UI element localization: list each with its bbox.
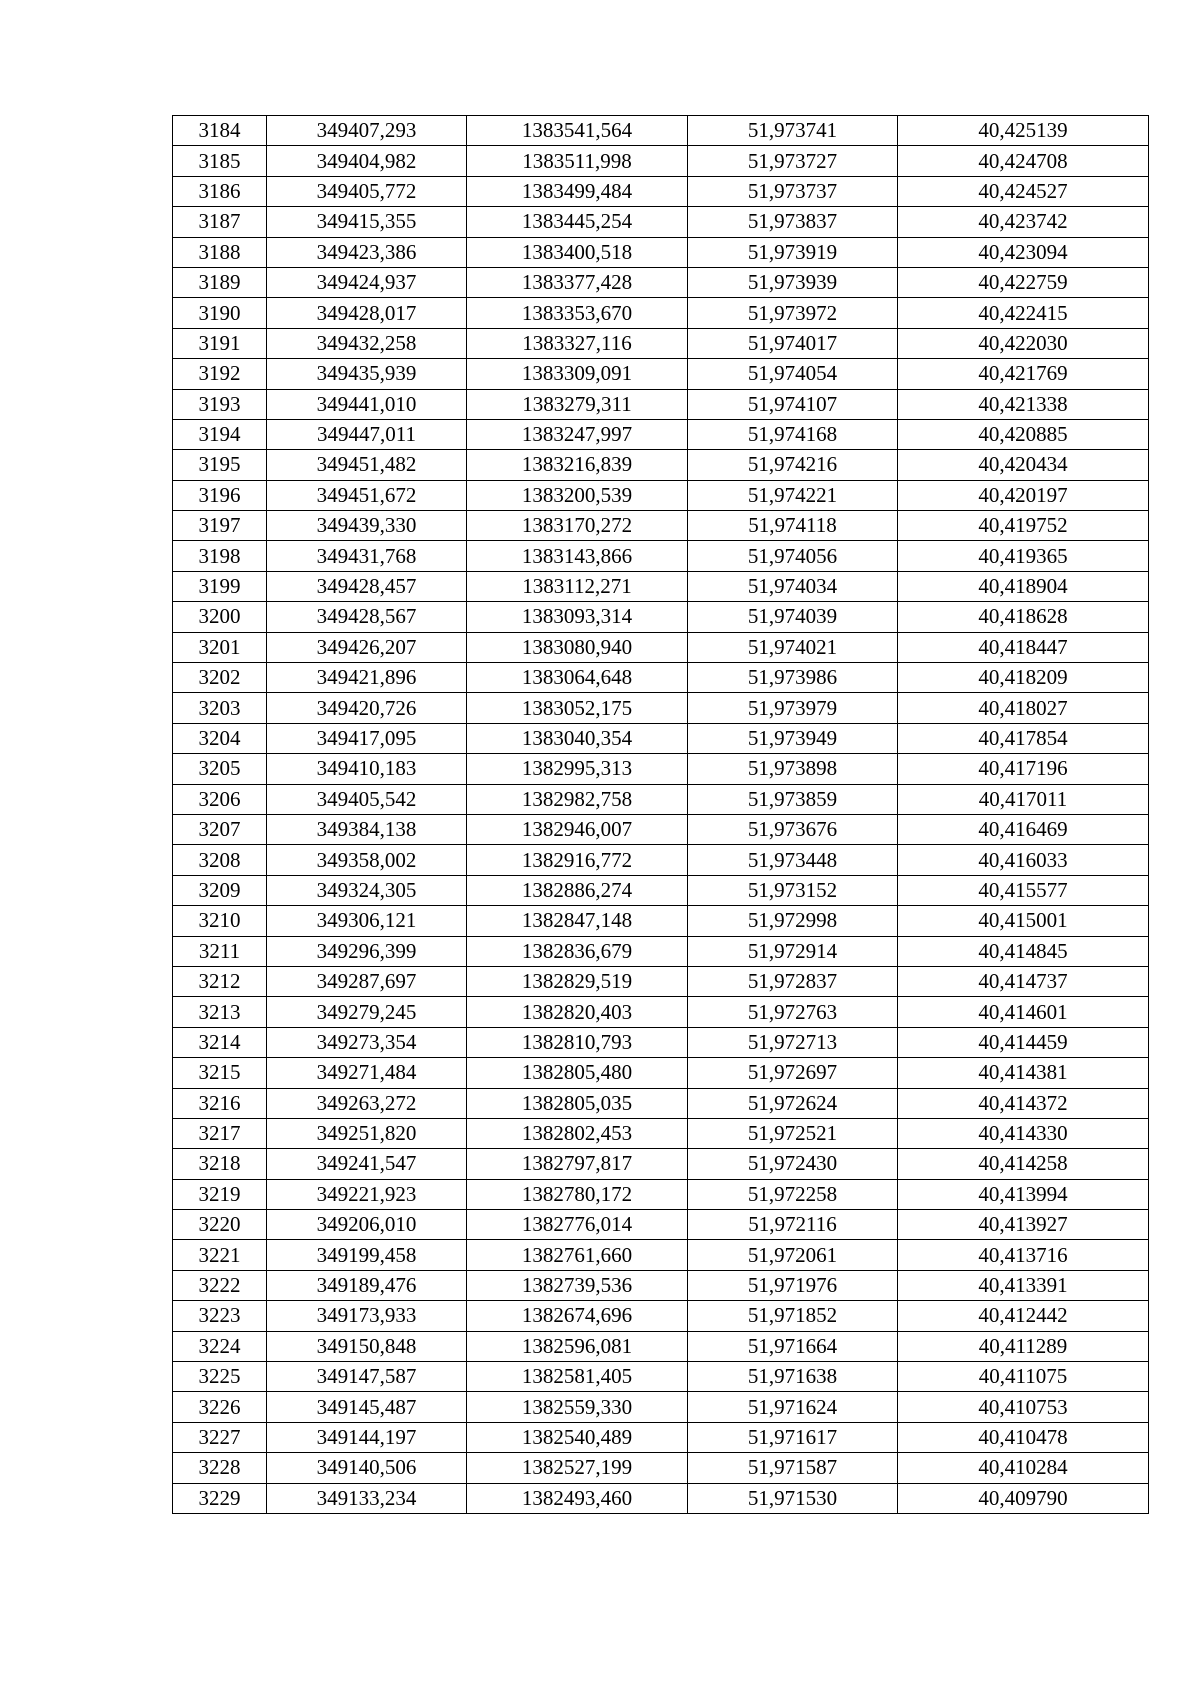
latitude-cell: 51,972837 [688, 966, 898, 996]
table-row [173, 1240, 1149, 1270]
y-coordinate-cell: 1382540,489 [467, 1422, 688, 1452]
x-coordinate-cell: 349407,293 [267, 116, 467, 146]
x-coordinate-cell: 349415,355 [267, 207, 467, 237]
y-coordinate-cell: 1383541,564 [467, 116, 688, 146]
longitude-cell: 40,413716 [898, 1240, 1149, 1270]
table-row [173, 541, 1149, 571]
latitude-cell: 51,973837 [688, 207, 898, 237]
table-row [173, 875, 1149, 905]
longitude-cell: 40,418209 [898, 663, 1149, 693]
latitude-cell: 51,974054 [688, 359, 898, 389]
table-row [173, 207, 1149, 237]
x-coordinate-cell: 349428,567 [267, 602, 467, 632]
x-coordinate-cell: 349271,484 [267, 1058, 467, 1088]
y-coordinate-cell: 1382581,405 [467, 1362, 688, 1392]
longitude-cell: 40,421338 [898, 389, 1149, 419]
longitude-cell: 40,414381 [898, 1058, 1149, 1088]
point-number-cell: 3192 [173, 359, 267, 389]
latitude-cell: 51,973727 [688, 146, 898, 176]
latitude-cell: 51,973939 [688, 267, 898, 297]
longitude-cell: 40,413391 [898, 1270, 1149, 1300]
latitude-cell: 51,972430 [688, 1149, 898, 1179]
point-number-cell: 3189 [173, 267, 267, 297]
latitude-cell: 51,971530 [688, 1483, 898, 1513]
x-coordinate-cell: 349424,937 [267, 267, 467, 297]
point-number-cell: 3204 [173, 723, 267, 753]
longitude-cell: 40,422415 [898, 298, 1149, 328]
longitude-cell: 40,424708 [898, 146, 1149, 176]
latitude-cell: 51,974107 [688, 389, 898, 419]
table-row [173, 602, 1149, 632]
y-coordinate-cell: 1383279,311 [467, 389, 688, 419]
point-number-cell: 3207 [173, 814, 267, 844]
x-coordinate-cell: 349279,245 [267, 997, 467, 1027]
longitude-cell: 40,414459 [898, 1027, 1149, 1057]
point-number-cell: 3209 [173, 875, 267, 905]
table-row [173, 1422, 1149, 1452]
table-row [173, 511, 1149, 541]
point-number-cell: 3217 [173, 1118, 267, 1148]
x-coordinate-cell: 349451,482 [267, 450, 467, 480]
y-coordinate-cell: 1383112,271 [467, 571, 688, 601]
x-coordinate-cell: 349428,017 [267, 298, 467, 328]
x-coordinate-cell: 349451,672 [267, 480, 467, 510]
point-number-cell: 3205 [173, 754, 267, 784]
point-number-cell: 3218 [173, 1149, 267, 1179]
table-row [173, 267, 1149, 297]
longitude-cell: 40,421769 [898, 359, 1149, 389]
latitude-cell: 51,974017 [688, 328, 898, 358]
table-row [173, 1118, 1149, 1148]
table-row [173, 906, 1149, 936]
y-coordinate-cell: 1382527,199 [467, 1453, 688, 1483]
table-row [173, 116, 1149, 146]
longitude-cell: 40,423742 [898, 207, 1149, 237]
table-row [173, 571, 1149, 601]
point-number-cell: 3221 [173, 1240, 267, 1270]
table-row [173, 997, 1149, 1027]
y-coordinate-cell: 1382596,081 [467, 1331, 688, 1361]
point-number-cell: 3191 [173, 328, 267, 358]
longitude-cell: 40,410478 [898, 1422, 1149, 1452]
y-coordinate-cell: 1382797,817 [467, 1149, 688, 1179]
y-coordinate-cell: 1383093,314 [467, 602, 688, 632]
table-row [173, 1301, 1149, 1331]
coordinates-table [172, 115, 1149, 1514]
point-number-cell: 3197 [173, 511, 267, 541]
point-number-cell: 3190 [173, 298, 267, 328]
y-coordinate-cell: 1383377,428 [467, 267, 688, 297]
table-row [173, 1210, 1149, 1240]
x-coordinate-cell: 349296,399 [267, 936, 467, 966]
point-number-cell: 3198 [173, 541, 267, 571]
y-coordinate-cell: 1382810,793 [467, 1027, 688, 1057]
y-coordinate-cell: 1382559,330 [467, 1392, 688, 1422]
table-row [173, 966, 1149, 996]
longitude-cell: 40,414737 [898, 966, 1149, 996]
latitude-cell: 51,972713 [688, 1027, 898, 1057]
point-number-cell: 3195 [173, 450, 267, 480]
point-number-cell: 3186 [173, 176, 267, 206]
point-number-cell: 3201 [173, 632, 267, 662]
longitude-cell: 40,418027 [898, 693, 1149, 723]
table-row [173, 298, 1149, 328]
point-number-cell: 3213 [173, 997, 267, 1027]
point-number-cell: 3202 [173, 663, 267, 693]
x-coordinate-cell: 349420,726 [267, 693, 467, 723]
longitude-cell: 40,415577 [898, 875, 1149, 905]
longitude-cell: 40,410284 [898, 1453, 1149, 1483]
x-coordinate-cell: 349133,234 [267, 1483, 467, 1513]
longitude-cell: 40,418904 [898, 571, 1149, 601]
table-row [173, 663, 1149, 693]
x-coordinate-cell: 349435,939 [267, 359, 467, 389]
latitude-cell: 51,972061 [688, 1240, 898, 1270]
y-coordinate-cell: 1382847,148 [467, 906, 688, 936]
latitude-cell: 51,973448 [688, 845, 898, 875]
x-coordinate-cell: 349145,487 [267, 1392, 467, 1422]
y-coordinate-cell: 1382995,313 [467, 754, 688, 784]
longitude-cell: 40,414372 [898, 1088, 1149, 1118]
y-coordinate-cell: 1382802,453 [467, 1118, 688, 1148]
latitude-cell: 51,971638 [688, 1362, 898, 1392]
longitude-cell: 40,420885 [898, 419, 1149, 449]
latitude-cell: 51,973972 [688, 298, 898, 328]
x-coordinate-cell: 349287,697 [267, 966, 467, 996]
latitude-cell: 51,972998 [688, 906, 898, 936]
table-row [173, 814, 1149, 844]
y-coordinate-cell: 1382820,403 [467, 997, 688, 1027]
y-coordinate-cell: 1382916,772 [467, 845, 688, 875]
longitude-cell: 40,416033 [898, 845, 1149, 875]
table-row [173, 693, 1149, 723]
y-coordinate-cell: 1382805,035 [467, 1088, 688, 1118]
table-row [173, 146, 1149, 176]
point-number-cell: 3215 [173, 1058, 267, 1088]
table-row [173, 1331, 1149, 1361]
longitude-cell: 40,420434 [898, 450, 1149, 480]
point-number-cell: 3227 [173, 1422, 267, 1452]
longitude-cell: 40,425139 [898, 116, 1149, 146]
x-coordinate-cell: 349263,272 [267, 1088, 467, 1118]
latitude-cell: 51,974039 [688, 602, 898, 632]
latitude-cell: 51,972521 [688, 1118, 898, 1148]
x-coordinate-cell: 349324,305 [267, 875, 467, 905]
latitude-cell: 51,971976 [688, 1270, 898, 1300]
x-coordinate-cell: 349358,002 [267, 845, 467, 875]
y-coordinate-cell: 1383400,518 [467, 237, 688, 267]
latitude-cell: 51,972697 [688, 1058, 898, 1088]
latitude-cell: 51,972116 [688, 1210, 898, 1240]
x-coordinate-cell: 349417,095 [267, 723, 467, 753]
longitude-cell: 40,411289 [898, 1331, 1149, 1361]
x-coordinate-cell: 349189,476 [267, 1270, 467, 1300]
point-number-cell: 3220 [173, 1210, 267, 1240]
latitude-cell: 51,974216 [688, 450, 898, 480]
latitude-cell: 51,973919 [688, 237, 898, 267]
x-coordinate-cell: 349147,587 [267, 1362, 467, 1392]
latitude-cell: 51,971852 [688, 1301, 898, 1331]
coordinates-table-body [173, 116, 1149, 1514]
point-number-cell: 3225 [173, 1362, 267, 1392]
latitude-cell: 51,974118 [688, 511, 898, 541]
latitude-cell: 51,973859 [688, 784, 898, 814]
y-coordinate-cell: 1382780,172 [467, 1179, 688, 1209]
point-number-cell: 3185 [173, 146, 267, 176]
longitude-cell: 40,413994 [898, 1179, 1149, 1209]
point-number-cell: 3211 [173, 936, 267, 966]
x-coordinate-cell: 349384,138 [267, 814, 467, 844]
point-number-cell: 3214 [173, 1027, 267, 1057]
table-row [173, 632, 1149, 662]
x-coordinate-cell: 349251,820 [267, 1118, 467, 1148]
table-row [173, 328, 1149, 358]
y-coordinate-cell: 1383353,670 [467, 298, 688, 328]
point-number-cell: 3188 [173, 237, 267, 267]
x-coordinate-cell: 349206,010 [267, 1210, 467, 1240]
longitude-cell: 40,417854 [898, 723, 1149, 753]
longitude-cell: 40,418628 [898, 602, 1149, 632]
y-coordinate-cell: 1383080,940 [467, 632, 688, 662]
latitude-cell: 51,973986 [688, 663, 898, 693]
latitude-cell: 51,974168 [688, 419, 898, 449]
table-row [173, 419, 1149, 449]
latitude-cell: 51,973949 [688, 723, 898, 753]
longitude-cell: 40,419365 [898, 541, 1149, 571]
y-coordinate-cell: 1382776,014 [467, 1210, 688, 1240]
y-coordinate-cell: 1383445,254 [467, 207, 688, 237]
point-number-cell: 3184 [173, 116, 267, 146]
x-coordinate-cell: 349441,010 [267, 389, 467, 419]
y-coordinate-cell: 1383499,484 [467, 176, 688, 206]
longitude-cell: 40,410753 [898, 1392, 1149, 1422]
y-coordinate-cell: 1383170,272 [467, 511, 688, 541]
point-number-cell: 3187 [173, 207, 267, 237]
longitude-cell: 40,419752 [898, 511, 1149, 541]
longitude-cell: 40,417196 [898, 754, 1149, 784]
table-row [173, 1058, 1149, 1088]
point-number-cell: 3212 [173, 966, 267, 996]
point-number-cell: 3210 [173, 906, 267, 936]
table-row [173, 845, 1149, 875]
latitude-cell: 51,971587 [688, 1453, 898, 1483]
point-number-cell: 3222 [173, 1270, 267, 1300]
latitude-cell: 51,972624 [688, 1088, 898, 1118]
y-coordinate-cell: 1382761,660 [467, 1240, 688, 1270]
table-row [173, 1179, 1149, 1209]
longitude-cell: 40,417011 [898, 784, 1149, 814]
latitude-cell: 51,972763 [688, 997, 898, 1027]
x-coordinate-cell: 349241,547 [267, 1149, 467, 1179]
x-coordinate-cell: 349439,330 [267, 511, 467, 541]
y-coordinate-cell: 1382739,536 [467, 1270, 688, 1300]
x-coordinate-cell: 349428,457 [267, 571, 467, 601]
latitude-cell: 51,974221 [688, 480, 898, 510]
point-number-cell: 3228 [173, 1453, 267, 1483]
longitude-cell: 40,414330 [898, 1118, 1149, 1148]
x-coordinate-cell: 349140,506 [267, 1453, 467, 1483]
y-coordinate-cell: 1383327,116 [467, 328, 688, 358]
longitude-cell: 40,416469 [898, 814, 1149, 844]
point-number-cell: 3193 [173, 389, 267, 419]
x-coordinate-cell: 349199,458 [267, 1240, 467, 1270]
y-coordinate-cell: 1383143,866 [467, 541, 688, 571]
y-coordinate-cell: 1383216,839 [467, 450, 688, 480]
point-number-cell: 3200 [173, 602, 267, 632]
x-coordinate-cell: 349405,542 [267, 784, 467, 814]
point-number-cell: 3206 [173, 784, 267, 814]
point-number-cell: 3219 [173, 1179, 267, 1209]
latitude-cell: 51,974021 [688, 632, 898, 662]
y-coordinate-cell: 1382982,758 [467, 784, 688, 814]
longitude-cell: 40,422030 [898, 328, 1149, 358]
longitude-cell: 40,414258 [898, 1149, 1149, 1179]
y-coordinate-cell: 1382674,696 [467, 1301, 688, 1331]
point-number-cell: 3224 [173, 1331, 267, 1361]
table-row [173, 1027, 1149, 1057]
longitude-cell: 40,420197 [898, 480, 1149, 510]
longitude-cell: 40,411075 [898, 1362, 1149, 1392]
point-number-cell: 3194 [173, 419, 267, 449]
table-row [173, 1483, 1149, 1513]
y-coordinate-cell: 1383200,539 [467, 480, 688, 510]
point-number-cell: 3216 [173, 1088, 267, 1118]
point-number-cell: 3203 [173, 693, 267, 723]
point-number-cell: 3199 [173, 571, 267, 601]
y-coordinate-cell: 1383309,091 [467, 359, 688, 389]
point-number-cell: 3229 [173, 1483, 267, 1513]
y-coordinate-cell: 1382493,460 [467, 1483, 688, 1513]
longitude-cell: 40,409790 [898, 1483, 1149, 1513]
x-coordinate-cell: 349306,121 [267, 906, 467, 936]
x-coordinate-cell: 349221,923 [267, 1179, 467, 1209]
y-coordinate-cell: 1383247,997 [467, 419, 688, 449]
latitude-cell: 51,971617 [688, 1422, 898, 1452]
table-row [173, 754, 1149, 784]
x-coordinate-cell: 349150,848 [267, 1331, 467, 1361]
x-coordinate-cell: 349423,386 [267, 237, 467, 267]
y-coordinate-cell: 1383052,175 [467, 693, 688, 723]
latitude-cell: 51,971624 [688, 1392, 898, 1422]
table-row [173, 359, 1149, 389]
x-coordinate-cell: 349404,982 [267, 146, 467, 176]
longitude-cell: 40,415001 [898, 906, 1149, 936]
table-row [173, 176, 1149, 206]
x-coordinate-cell: 349432,258 [267, 328, 467, 358]
longitude-cell: 40,414845 [898, 936, 1149, 966]
point-number-cell: 3208 [173, 845, 267, 875]
y-coordinate-cell: 1382946,007 [467, 814, 688, 844]
y-coordinate-cell: 1382829,519 [467, 966, 688, 996]
x-coordinate-cell: 349405,772 [267, 176, 467, 206]
table-row [173, 1270, 1149, 1300]
y-coordinate-cell: 1383040,354 [467, 723, 688, 753]
latitude-cell: 51,973676 [688, 814, 898, 844]
latitude-cell: 51,973737 [688, 176, 898, 206]
y-coordinate-cell: 1382886,274 [467, 875, 688, 905]
x-coordinate-cell: 349431,768 [267, 541, 467, 571]
x-coordinate-cell: 349410,183 [267, 754, 467, 784]
longitude-cell: 40,413927 [898, 1210, 1149, 1240]
latitude-cell: 51,973898 [688, 754, 898, 784]
table-row [173, 480, 1149, 510]
x-coordinate-cell: 349447,011 [267, 419, 467, 449]
x-coordinate-cell: 349173,933 [267, 1301, 467, 1331]
longitude-cell: 40,424527 [898, 176, 1149, 206]
point-number-cell: 3226 [173, 1392, 267, 1422]
latitude-cell: 51,973979 [688, 693, 898, 723]
latitude-cell: 51,973741 [688, 116, 898, 146]
table-row [173, 1392, 1149, 1422]
longitude-cell: 40,422759 [898, 267, 1149, 297]
table-row [173, 1088, 1149, 1118]
table-row [173, 723, 1149, 753]
y-coordinate-cell: 1383511,998 [467, 146, 688, 176]
latitude-cell: 51,972258 [688, 1179, 898, 1209]
table-row [173, 1453, 1149, 1483]
x-coordinate-cell: 349273,354 [267, 1027, 467, 1057]
latitude-cell: 51,973152 [688, 875, 898, 905]
table-row [173, 1149, 1149, 1179]
longitude-cell: 40,414601 [898, 997, 1149, 1027]
y-coordinate-cell: 1382805,480 [467, 1058, 688, 1088]
longitude-cell: 40,423094 [898, 237, 1149, 267]
table-row [173, 1362, 1149, 1392]
x-coordinate-cell: 349426,207 [267, 632, 467, 662]
longitude-cell: 40,412442 [898, 1301, 1149, 1331]
y-coordinate-cell: 1383064,648 [467, 663, 688, 693]
latitude-cell: 51,974034 [688, 571, 898, 601]
table-row [173, 784, 1149, 814]
y-coordinate-cell: 1382836,679 [467, 936, 688, 966]
point-number-cell: 3196 [173, 480, 267, 510]
latitude-cell: 51,972914 [688, 936, 898, 966]
table-row [173, 936, 1149, 966]
table-row [173, 237, 1149, 267]
x-coordinate-cell: 349421,896 [267, 663, 467, 693]
latitude-cell: 51,974056 [688, 541, 898, 571]
table-row [173, 450, 1149, 480]
point-number-cell: 3223 [173, 1301, 267, 1331]
x-coordinate-cell: 349144,197 [267, 1422, 467, 1452]
table-row [173, 389, 1149, 419]
latitude-cell: 51,971664 [688, 1331, 898, 1361]
longitude-cell: 40,418447 [898, 632, 1149, 662]
